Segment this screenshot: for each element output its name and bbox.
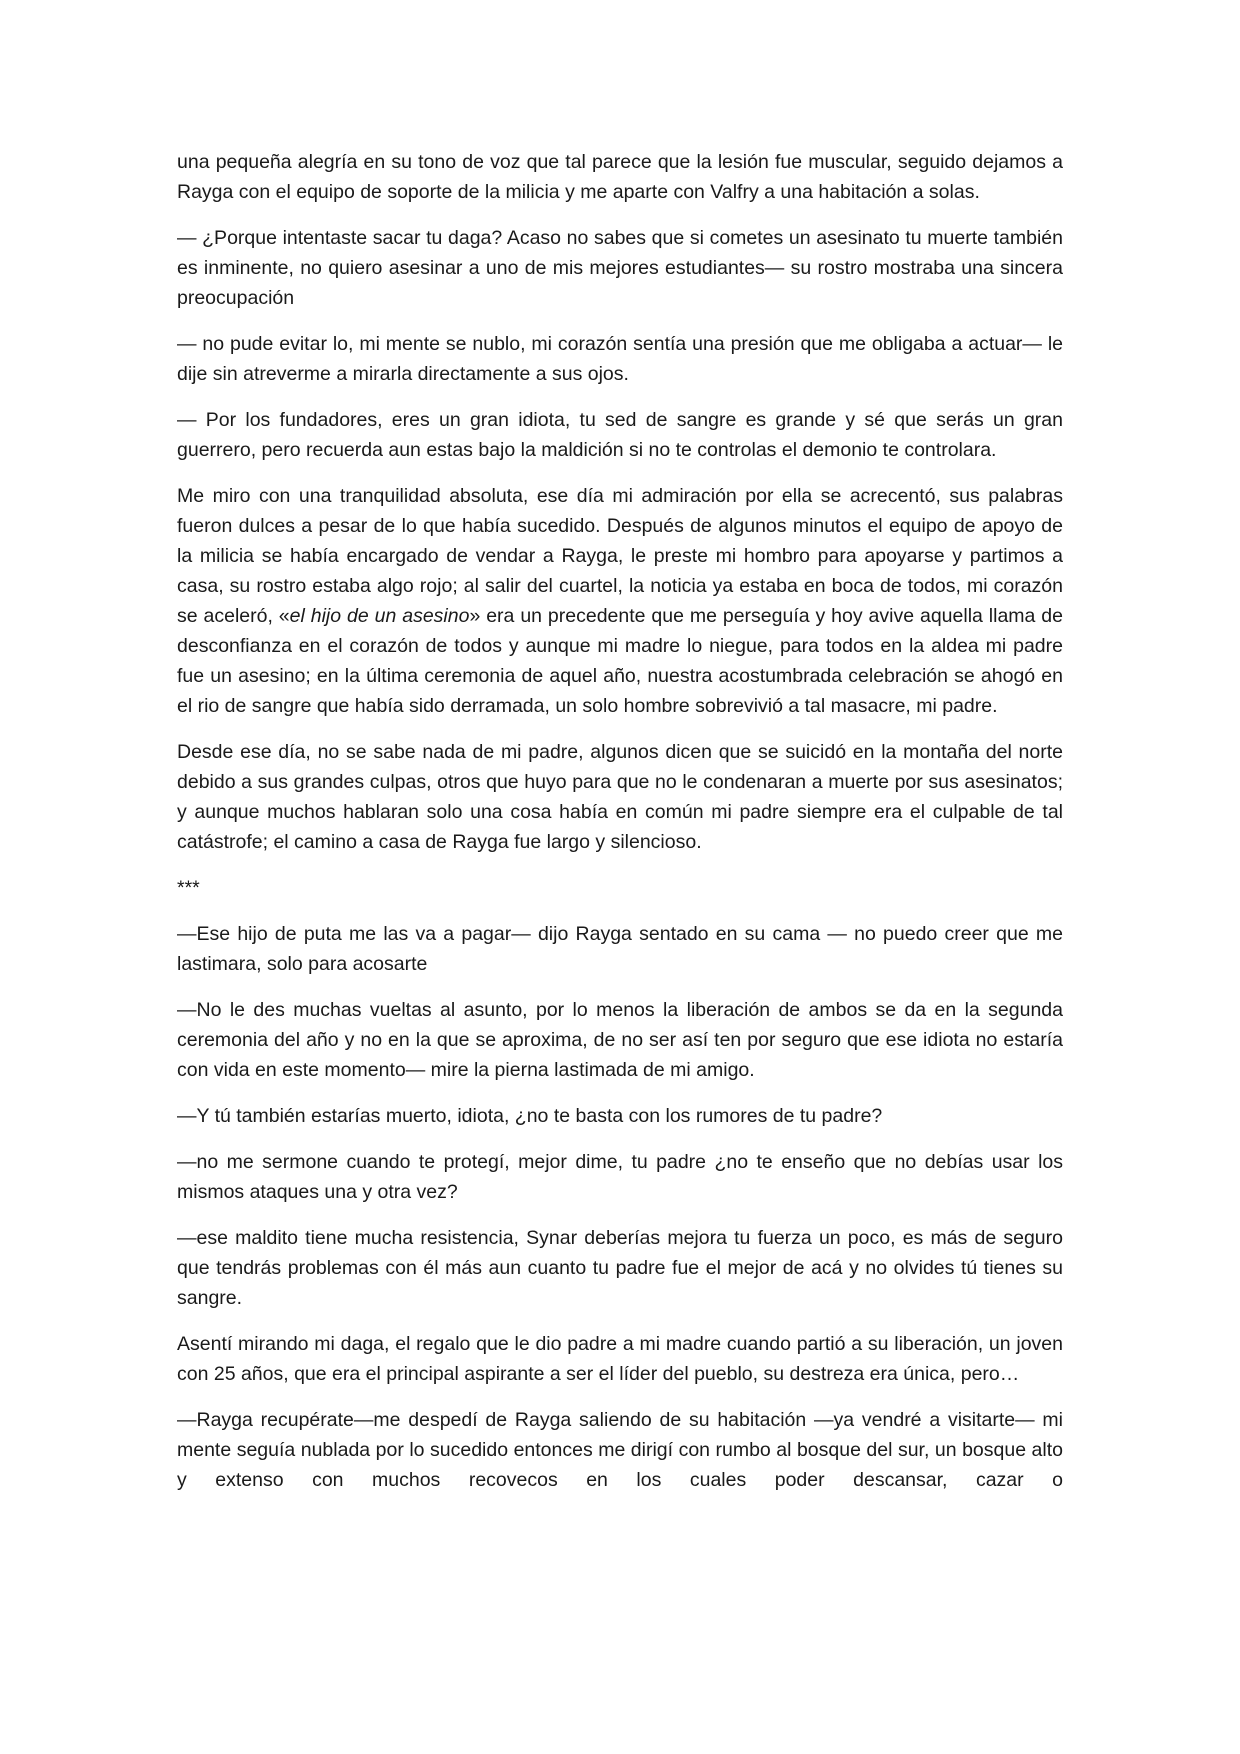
paragraph: — ¿Porque intentaste sacar tu daga? Acaso no sabes que si cometes un asesinato tu muerte también es inminente, no quiero asesinar a uno de mis mejores estudiantes— su rostro mostraba una sincera preocupación bbox=[177, 227, 1063, 309]
paragraph: —No le des muchas vueltas al asunto, por lo menos la liberación de ambos se da en la segunda ceremonia del año y no en la que se aproxima, de no ser así ten por seguro que ese idiota no estaría con vida en este momento— mire la pierna lastimada de mi amigo. bbox=[177, 999, 1063, 1081]
paragraph: — Por los fundadores, eres un gran idiota, tu sed de sangre es grande y sé que serás un gran guerrero, pero recuerda aun estas bajo la maldición si no te controlas el demonio te controlara. bbox=[177, 409, 1063, 461]
paragraph: —Rayga recupérate—me despedí de Rayga saliendo de su habitación —ya vendré a visitarte— mi mente seguía nublada por lo sucedido entonces me dirigí con rumbo al bosque del sur, un bosque alto y extenso con muchos recovecos en los cuales poder descansar, cazar o bbox=[177, 1409, 1063, 1491]
section-separator: *** bbox=[177, 877, 200, 899]
document-page bbox=[177, 147, 1063, 1511]
paragraph-text: » era un precedente que me perseguía y hoy avive aquella llama de desconfianza en el corazón de todos y aunque mi madre lo niegue, para todos en la aldea mi padre fue un asesino; en la última ceremonia de aquel año, nuestra acostumbrada celebración se ahogó en el rio de sangre que había sido derramada, un solo hombre sobrevivió a tal masacre, mi padre. bbox=[177, 605, 1063, 717]
italic-phrase: el hijo de un asesino bbox=[289, 605, 470, 627]
paragraph: —ese maldito tiene mucha resistencia, Synar deberías mejora tu fuerza un poco, es más de seguro que tendrás problemas con él más aun cuanto tu padre fue el mejor de acá y no olvides tú tienes su sangre. bbox=[177, 1227, 1063, 1309]
paragraph: —Ese hijo de puta me las va a pagar— dijo Rayga sentado en su cama — no puedo creer que me lastimara, solo para acosarte bbox=[177, 923, 1063, 975]
paragraph: una pequeña alegría en su tono de voz que tal parece que la lesión fue muscular, seguido dejamos a Rayga con el equipo de soporte de la milicia y me aparte con Valfry a una habitación a solas. bbox=[177, 151, 1063, 203]
paragraph: — no pude evitar lo, mi mente se nublo, mi corazón sentía una presión que me obligaba a actuar— le dije sin atreverme a mirarla directamente a sus ojos. bbox=[177, 333, 1063, 385]
paragraph: —no me sermone cuando te protegí, mejor dime, tu padre ¿no te enseño que no debías usar los mismos ataques una y otra vez? bbox=[177, 1151, 1063, 1203]
paragraph bbox=[177, 481, 1063, 721]
paragraph: Asentí mirando mi daga, el regalo que le dio padre a mi madre cuando partió a su liberación, un joven con 25 años, que era el principal aspirante a ser el líder del pueblo, su destreza era única, pero… bbox=[177, 1333, 1063, 1385]
paragraph: Desde ese día, no se sabe nada de mi padre, algunos dicen que se suicidó en la montaña del norte debido a sus grandes culpas, otros que huyo para que no le condenaran a muerte por sus asesinatos; y aunque muchos hablaran solo una cosa había en común mi padre siempre era el culpable de tal catástrofe; el camino a casa de Rayga fue largo y silencioso. bbox=[177, 741, 1063, 853]
paragraph: —Y tú también estarías muerto, idiota, ¿no te basta con los rumores de tu padre? bbox=[177, 1105, 883, 1127]
paragraph-text: Me miro con una tranquilidad absoluta, ese día mi admiración por ella se acrecentó, sus palabras fueron dulces a pesar de lo que había sucedido. Después de algunos minutos el equipo de apoyo de la milicia se había encargado de vendar a Rayga, le preste mi hombro para apoyarse y partimos a casa, su rostro estaba algo rojo; al salir del cuartel, la noticia ya estaba en boca de todos, mi corazón se aceleró, « bbox=[177, 485, 1063, 627]
